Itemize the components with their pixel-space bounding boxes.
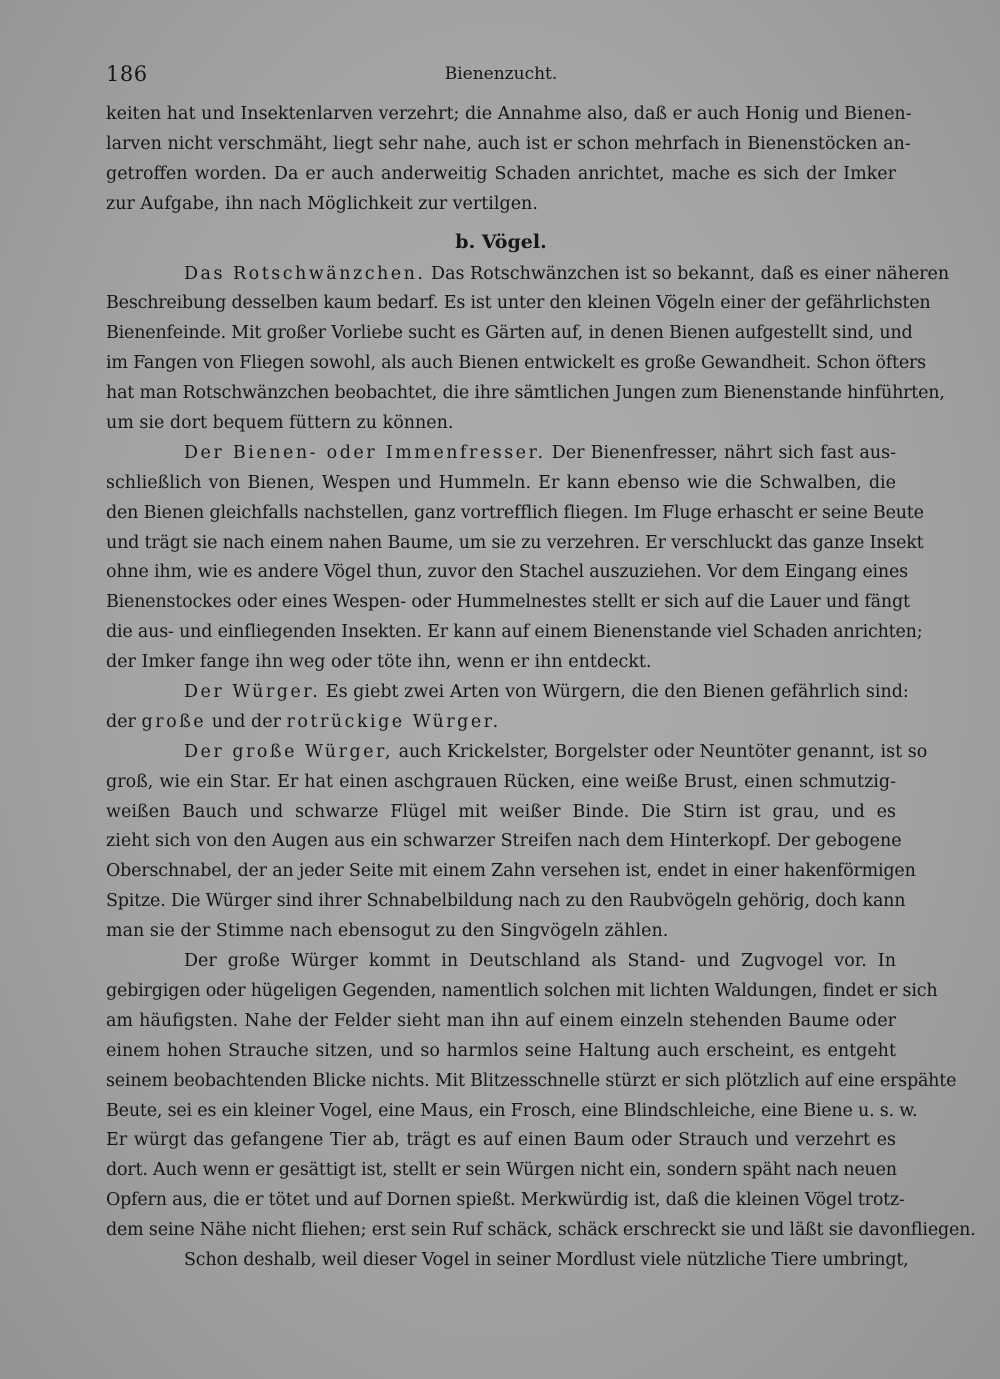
- text-line: seinem beobachtenden Blicke nichts. Mit Blitzesschnelle stürzt er sich plötzlich auf eine erspähte: [106, 1070, 957, 1091]
- text-line: gebirgigen oder hügeligen Gegenden, namentlich solchen mit lichten Waldungen, findet er sich: [106, 980, 938, 1001]
- text-line: dem seine Nähe nicht fliehen; erst sein Ruf schäck, schäck erschreckt sie und läßt sie davonfliegen.: [106, 1220, 976, 1241]
- section-heading: b. Vögel.: [455, 230, 547, 253]
- text-line: Der große Würger kommt in Deutschland als Stand- und Zugvogel vor. In: [184, 951, 896, 972]
- text-line: ohne ihm, wie es andere Vögel thun, zuvor den Stachel auszuziehen. Vor dem Eingang eines: [106, 562, 908, 583]
- text-line: [106, 678, 909, 708]
- text-line: Bienenstockes oder eines Wespen- oder Hummelnestes stellt er sich auf die Lauer und fängt: [106, 592, 910, 613]
- text-line: groß, wie ein Star. Er hat einen aschgrauen Rücken, eine weiße Brust, einen schmutzig-: [106, 771, 896, 792]
- text-line: weißen Bauch und schwarze Flügel mit weißer Binde. Die Stirn ist grau, und es: [106, 801, 896, 822]
- text-line: die aus- und einfliegenden Insekten. Er kann auf einem Bienenstande viel Schaden anrichten;: [106, 622, 923, 643]
- text-line: zieht sich von den Augen aus ein schwarzer Streifen nach dem Hinterkopf. Der gebogene: [106, 831, 902, 852]
- text-line: man sie der Stimme nach ebensogut zu den Singvögeln zählen.: [106, 921, 669, 942]
- text-line: Beschreibung desselben kaum bedarf. Es ist unter den kleinen Vögeln einer der gefährlichsten: [106, 293, 931, 314]
- page-header: [106, 62, 896, 92]
- species-name: Der große Würger,: [184, 741, 394, 762]
- text-line: Er würgt das gefangene Tier ab, trägt es auf einen Baum oder Strauch und verzehrt es: [106, 1130, 896, 1151]
- text-line: den Bienen gleichfalls nachstellen, ganz vortrefflich fliegen. Im Fluge erhascht er seine Beute: [106, 502, 924, 523]
- text-line: larven nicht verschmäht, liegt sehr nahe, auch ist er schon mehrfach in Bienenstöcken an-: [106, 133, 911, 154]
- text-line: Oberschnabel, der an jeder Seite mit einem Zahn versehen ist, endet in einer hakenförmigen: [106, 861, 916, 882]
- text-line: Bienenfeinde. Mit großer Vorliebe sucht es Gärten auf, in denen Bienen aufgestellt sind, und: [106, 323, 913, 344]
- text-line: getroffen worden. Da er auch anderweitig Schaden anrichtet, mache es sich der Imker: [106, 163, 896, 184]
- body-text: [106, 100, 976, 1276]
- text-line: der Imker fange ihn weg oder töte ihn, wenn er ihn entdeckt.: [106, 652, 652, 673]
- text-span: der: [106, 711, 142, 732]
- text-line: [106, 738, 928, 768]
- species-name: große: [141, 711, 207, 732]
- text-span: auch Krickelster, Borgelster oder Neuntöter genannt, ist so: [393, 741, 928, 762]
- species-name: Der Würger.: [184, 682, 321, 703]
- text-line: hat man Rotschwänzchen beobachtet, die ihre sämtlichen Jungen zum Bienenstande hinführten,: [106, 383, 945, 404]
- species-name: Das Rotschwänzchen.: [184, 263, 426, 284]
- text-line: am häufigsten. Nahe der Felder sieht man ihn auf einem einzeln stehenden Baume oder: [106, 1010, 896, 1031]
- text-line: schließlich von Bienen, Wespen und Hummeln. Er kann ebenso wie die Schwalben, die: [106, 472, 896, 493]
- text-line: im Fangen von Fliegen sowohl, als auch Bienen entwickelt es große Gewandheit. Schon öfters: [106, 353, 926, 374]
- text-span: Der Bienenfresser, nährt sich fast aus-: [545, 442, 896, 463]
- text-line: und trägt sie nach einem nahen Baume, um sie zu verzehren. Er verschluckt das ganze Insekt: [106, 532, 924, 553]
- running-head: Bienenzucht.: [444, 64, 558, 84]
- species-name: rotrückige Würger.: [286, 711, 501, 732]
- text-span: und der: [206, 711, 287, 732]
- text-line: Beute, sei es ein kleiner Vogel, eine Maus, ein Frosch, eine Blindschleiche, eine Biene u. s. w.: [106, 1100, 918, 1121]
- page-number: 186: [106, 62, 148, 86]
- text-line: [106, 439, 896, 469]
- text-line: um sie dort bequem füttern zu können.: [106, 413, 454, 434]
- text-line: Opfern aus, die er tötet und auf Dornen spießt. Merkwürdig ist, daß die kleinen Vögel trotz-: [106, 1190, 905, 1211]
- species-name: Der Bienen- oder Immenfresser.: [184, 442, 546, 463]
- text-span: Das Rotschwänzchen ist so bekannt, daß es einer näheren: [425, 263, 950, 284]
- text-line: Spitze. Die Würger sind ihrer Schnabelbildung nach zu den Raubvögeln gehörig, doch kann: [106, 891, 906, 912]
- text-line: Schon deshalb, weil dieser Vogel in seiner Mordlust viele nützliche Tiere umbringt,: [184, 1249, 909, 1270]
- text-line: keiten hat und Insektenlarven verzehrt; die Annahme also, daß er auch Honig und Bienen-: [106, 104, 912, 124]
- text-line: [106, 260, 950, 290]
- text-span: Es giebt zwei Arten von Würgern, die den Bienen gefährlich sind:: [320, 682, 909, 703]
- text-line: dort. Auch wenn er gesättigt ist, stellt er sein Würgen nicht ein, sondern späht nach neuen: [106, 1160, 897, 1181]
- text-line: einem hohen Strauche sitzen, und so harmlos seine Haltung auch erscheint, es entgeht: [106, 1040, 896, 1061]
- text-line: [106, 708, 896, 738]
- text-line: zur Aufgabe, ihn nach Möglichkeit zur vertilgen.: [106, 193, 538, 214]
